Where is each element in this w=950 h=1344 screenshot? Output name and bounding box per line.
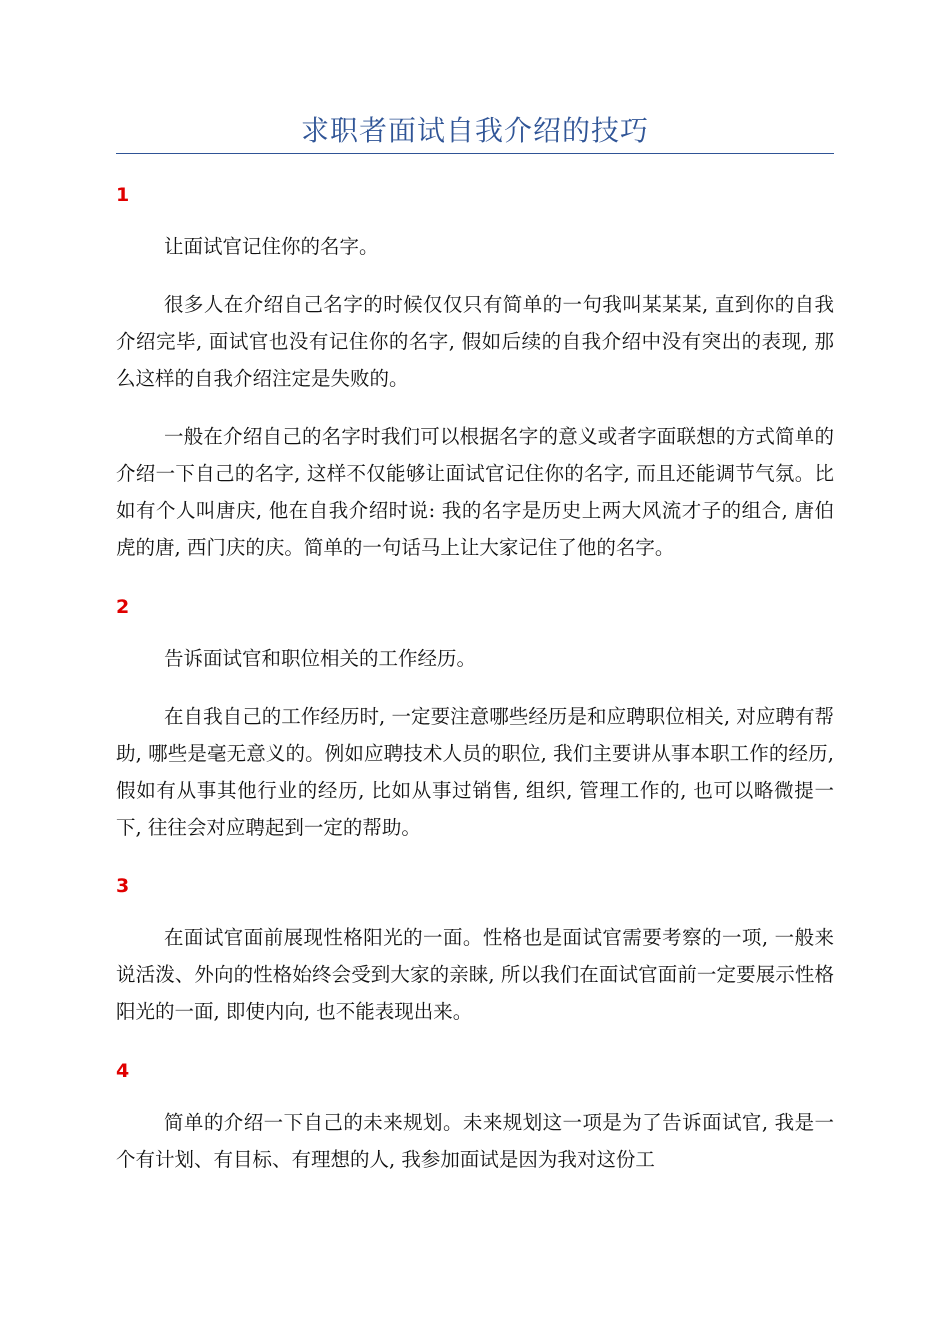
section-4 xyxy=(116,1058,834,1178)
section-2 xyxy=(116,594,834,846)
body-paragraph: 很多人在介绍自己名字的时候仅仅只有简单的一句我叫某某某, 直到你的自我介绍完毕, 面试官也没有记住你的名字, 假如后续的自我介绍中没有突出的表现, 那么这样的自我介绍注定是失败的。 xyxy=(116,293,834,390)
body-paragraph: 简单的介绍一下自己的未来规划。未来规划这一项是为了告诉面试官, 我是一个有计划、有目标、有理想的人, 我参加面试是因为我对这份工 xyxy=(116,1111,834,1171)
section-number: 1 xyxy=(116,184,130,206)
section-heading-text: 告诉面试官和职位相关的工作经历。 xyxy=(164,647,477,670)
section-3 xyxy=(116,873,834,1030)
section-number: 2 xyxy=(116,596,130,618)
document-page xyxy=(116,0,834,1344)
document-title: 求职者面试自我介绍的技巧 xyxy=(300,114,649,147)
section-1 xyxy=(116,182,834,566)
title-underline xyxy=(116,153,834,154)
body-paragraph: 一般在介绍自己的名字时我们可以根据名字的意义或者字面联想的方式简单的介绍一下自己的名字, 这样不仅能够让面试官记住你的名字, 而且还能调节气氛。比如有个人叫唐庆, 他在自我介绍时说: 我的名字是历史上两大风流才子的组合, 唐伯虎的唐, 西门庆的庆。简单的一句话马上让大家记住了他的名字。 xyxy=(116,425,834,559)
body-paragraph: 在自我自己的工作经历时, 一定要注意哪些经历是和应聘职位相关, 对应聘有帮助, 哪些是毫无意义的。例如应聘技术人员的职位, 我们主要讲从事本职工作的经历, 假如有从事其他行业的经历, 比如从事过销售, 组织, 管理工作的, 也可以略微提一下, 往往会对应聘起到一定的帮助。 xyxy=(116,705,834,839)
section-number: 3 xyxy=(116,875,130,897)
section-number: 4 xyxy=(116,1060,130,1082)
section-heading-text: 让面试官记住你的名字。 xyxy=(164,235,379,258)
body-paragraph: 在面试官面前展现性格阳光的一面。性格也是面试官需要考察的一项, 一般来说活泼、外向的性格始终会受到大家的亲睐, 所以我们在面试官面前一定要展示性格阳光的一面, 即使内向, 也不能表现出来。 xyxy=(116,926,834,1023)
